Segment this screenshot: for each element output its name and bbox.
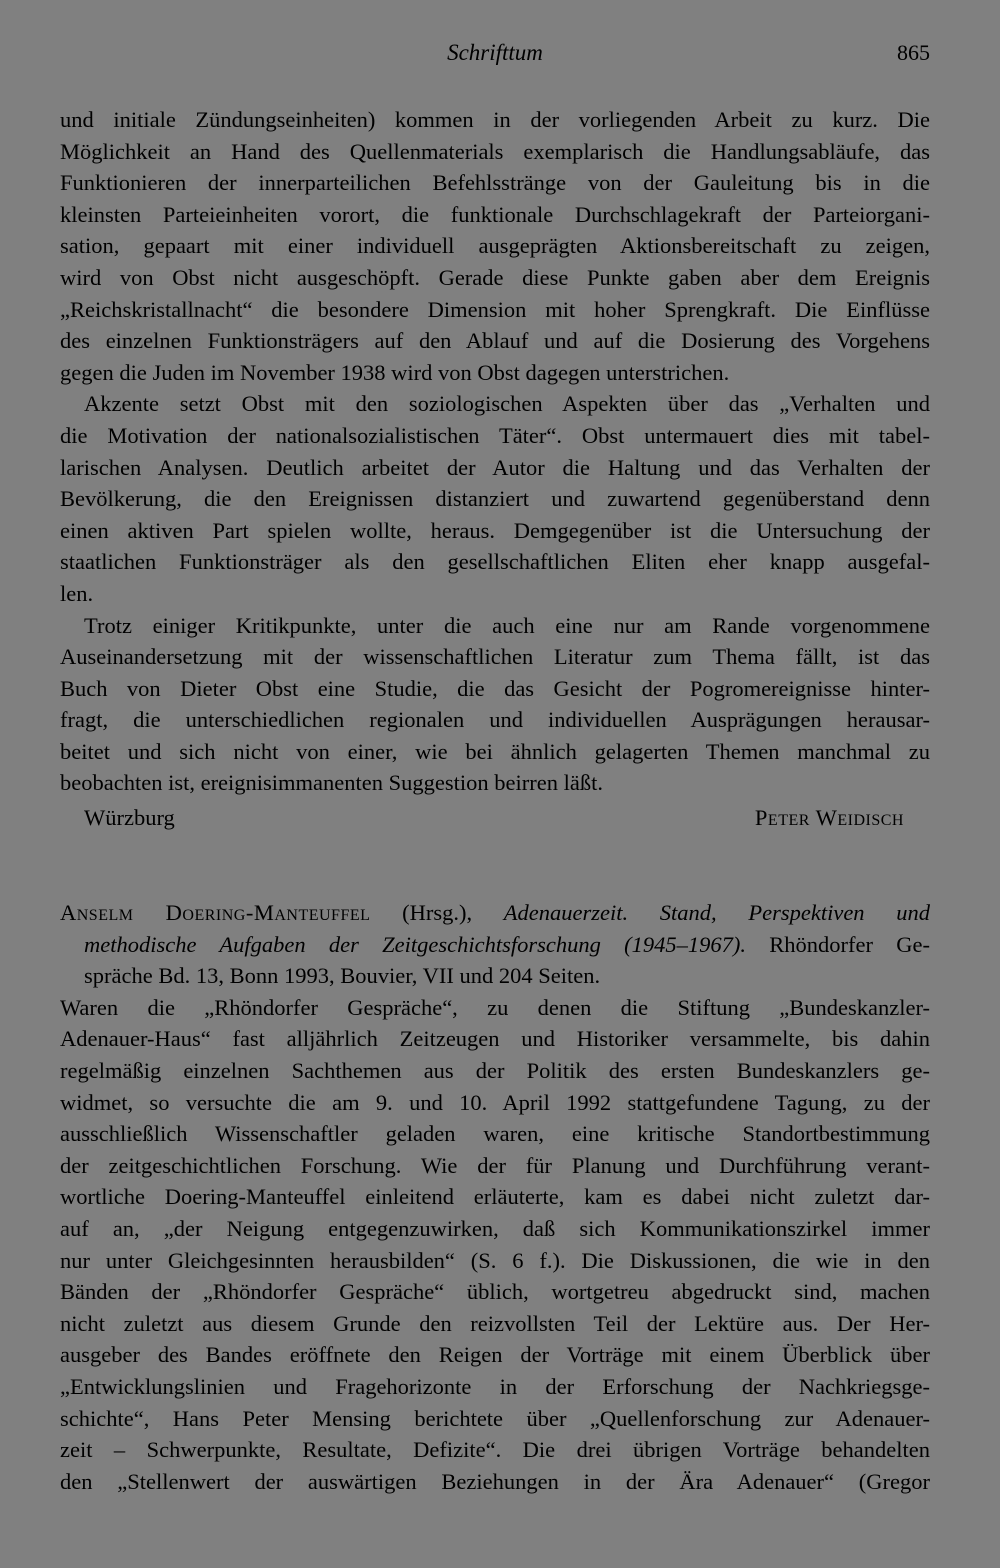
text-line: Waren die „Rhöndorfer Gespräche“, zu denen die Stiftung „Bundeskanzler-	[60, 994, 930, 1020]
review-1-body	[60, 104, 930, 799]
paragraph	[60, 388, 930, 609]
citation-editor-note: (Hrsg.),	[370, 900, 504, 925]
page-header	[60, 40, 930, 76]
text-line: wortliche Doering-Manteuffel einleitend erläuterte, kam es dabei nicht zuletzt dar-	[60, 1184, 930, 1210]
text-line: Funktionieren der innerparteilichen Befehlsstränge von der Gauleitung bis in die	[60, 170, 930, 196]
text-line: nur unter Gleichgesinnten herausbilden“ (S. 6 f.). Die Diskussionen, die wie in den	[60, 1247, 930, 1273]
paragraph	[60, 610, 930, 800]
text-line: den „Stellenwert der auswärtigen Beziehungen in der Ära Adenauer“ (Gregor	[60, 1468, 930, 1494]
text-line: Akzente setzt Obst mit den soziologischen Aspekten über das „Verhalten und	[84, 391, 930, 417]
citation-line: spräche Bd. 13, Bonn 1993, Bouvier, VII und 204 Seiten.	[84, 963, 601, 989]
text-line: regelmäßig einzelnen Sachthemen aus der Politik des ersten Bundeskanzlers ge-	[60, 1057, 930, 1083]
text-line: „Reichskristallnacht“ die besondere Dimension mit hoher Sprengkraft. Die Einflüsse	[60, 296, 930, 322]
page-number: 865	[897, 40, 930, 65]
running-title: Schrifttum	[447, 40, 543, 65]
text-line: ausgeber des Bandes eröffnete den Reigen der Vorträge mit einem Überblick über	[60, 1342, 930, 1368]
text-line: nicht zuletzt aus diesem Grunde den reizvollsten Teil der Lektüre aus. Der Her-	[60, 1310, 930, 1336]
citation-title: methodische Aufgaben der Zeitgeschichtsforschung (1945–1967).	[84, 931, 746, 957]
citation-author: Anselm Doering-Manteuffel	[60, 900, 371, 925]
text-line: einen aktiven Part spielen wollte, heraus. Demgegenüber ist die Untersuchung der	[60, 517, 930, 543]
text-line: Buch von Dieter Obst eine Studie, die das Gesicht der Pogromereignisse hinter-	[60, 675, 930, 701]
citation-series: Rhöndorfer Ge-	[746, 931, 931, 957]
text-line: schichte“, Hans Peter Mensing berichtete über „Quellenforschung zur Adenauer-	[60, 1405, 930, 1431]
text-line: Bevölkerung, die den Ereignissen distanziert und zuwartend gegenüberstand denn	[60, 486, 930, 512]
text-line: beitet und sich nicht von einer, wie bei ähnlich gelagerten Themen manchmal zu	[60, 738, 930, 764]
text-line: widmet, so versuchte die am 9. und 10. April 1992 stattgefundene Tagung, zu der	[60, 1089, 930, 1115]
review-2	[60, 897, 930, 1497]
text-line: und initiale Zündungseinheiten) kommen in der vorliegenden Arbeit zu kurz. Die	[60, 107, 930, 132]
text-line: staatlichen Funktionsträger als den gesellschaftlichen Eliten eher knapp ausgefal-	[60, 549, 930, 575]
citation-line	[60, 897, 930, 929]
text-line: Adenauer-Haus“ fast alljährlich Zeitzeugen und Historiker versammelte, bis dahin	[60, 1026, 930, 1052]
review-signature	[60, 805, 904, 837]
signature-place: Würzburg	[84, 805, 175, 830]
text-line: kleinsten Parteieinheiten vorort, die funktionale Durchschlagekraft der Parteiorgani-	[60, 201, 930, 227]
text-line: gegen die Juden im November 1938 wird von Obst dagegen unterstrichen.	[60, 359, 730, 385]
book-citation	[60, 897, 930, 992]
citation-title: Adenauerzeit. Stand, Perspektiven und	[503, 900, 930, 925]
text-line: sation, gepaart mit einer individuell ausgeprägten Aktionsbereitschaft zu zeigen,	[60, 233, 930, 259]
paragraph	[60, 104, 930, 388]
paragraph	[60, 992, 930, 1498]
text-line: der zeitgeschichtlichen Forschung. Wie der für Planung und Durchführung verant-	[60, 1152, 930, 1178]
text-line: des einzelnen Funktionsträgers auf den Ablauf und auf die Dosierung des Vorgehens	[60, 328, 930, 354]
text-line: zeit – Schwerpunkte, Resultate, Defizite“. Die drei übrigen Vorträge behandelten	[60, 1437, 930, 1463]
text-line: Bänden der „Rhöndorfer Gespräche“ üblich, wortgetreu abgedruckt sind, machen	[60, 1279, 930, 1305]
citation-line	[60, 929, 930, 961]
text-line: Möglichkeit an Hand des Quellenmaterials exemplarisch die Handlungsabläufe, das	[60, 138, 930, 164]
text-line: larischen Analysen. Deutlich arbeitet der Autor die Haltung und das Verhalten der	[60, 454, 930, 480]
signature-author: Peter Weidisch	[754, 805, 904, 830]
text-line: „Entwicklungslinien und Fragehorizonte in der Erforschung der Nachkriegsge-	[60, 1373, 930, 1399]
text-line: len.	[60, 580, 94, 606]
text-line: wird von Obst nicht ausgeschöpft. Gerade diese Punkte gaben aber dem Ereignis	[60, 264, 930, 290]
text-line: die Motivation der nationalsozialistischen Täter“. Obst untermauert dies mit tabel-	[60, 422, 930, 448]
text-line: fragt, die unterschiedlichen regionalen und individuellen Ausprägungen herausar-	[60, 707, 930, 733]
text-line: Auseinandersetzung mit der wissenschaftlichen Literatur zum Thema fällt, ist das	[60, 644, 930, 670]
text-line: auf an, „der Neigung entgegenzuwirken, daß sich Kommunikationszirkel immer	[60, 1215, 930, 1241]
text-line: Trotz einiger Kritikpunkte, unter die auch eine nur am Rande vorgenommene	[84, 612, 930, 638]
text-line: ausschließlich Wissenschaftler geladen waren, eine kritische Standortbestimmung	[60, 1121, 930, 1147]
text-line: beobachten ist, ereignisimmanenten Suggestion beirren läßt.	[60, 770, 603, 796]
